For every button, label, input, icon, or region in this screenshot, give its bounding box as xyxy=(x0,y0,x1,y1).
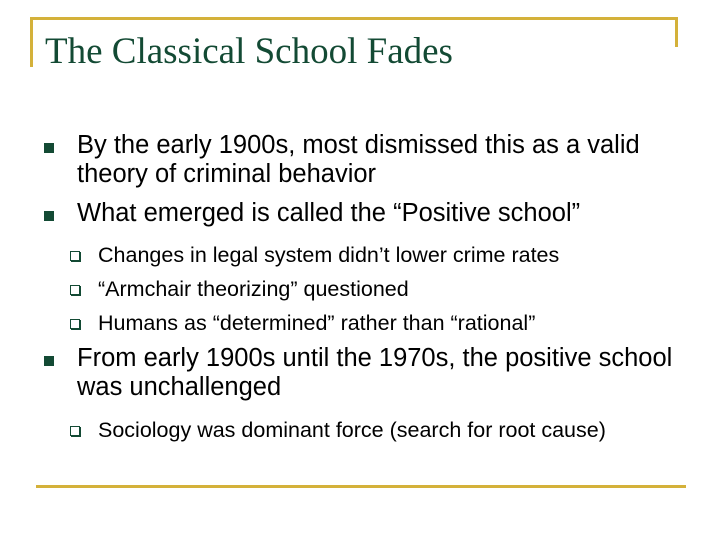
square-bullet-icon xyxy=(44,356,54,366)
bullet-item: From early 1900s until the 1970s, the positive school was unchallenged xyxy=(77,344,673,401)
bottom-divider-line xyxy=(36,485,686,488)
box-bullet-icon xyxy=(70,251,80,261)
sub-bullet-item: “Armchair theorizing” questioned xyxy=(98,277,409,301)
bullet-item: By the early 1900s, most dismissed this as a valid theory of criminal behavior xyxy=(77,131,640,188)
sub-bullet-item: Sociology was dominant force (search for root cause) xyxy=(98,418,606,442)
sub-bullet-item: Changes in legal system didn’t lower crime rates xyxy=(98,243,560,267)
sub-bullet-item: Humans as “determined” rather than “rational” xyxy=(98,311,536,335)
bullet-item: What emerged is called the “Positive school” xyxy=(77,199,581,227)
slide-title: The Classical School Fades xyxy=(45,31,453,72)
square-bullet-icon xyxy=(44,211,54,221)
box-bullet-icon xyxy=(70,285,80,295)
box-bullet-icon xyxy=(70,319,80,329)
box-bullet-icon xyxy=(70,426,80,436)
square-bullet-icon xyxy=(44,143,54,153)
